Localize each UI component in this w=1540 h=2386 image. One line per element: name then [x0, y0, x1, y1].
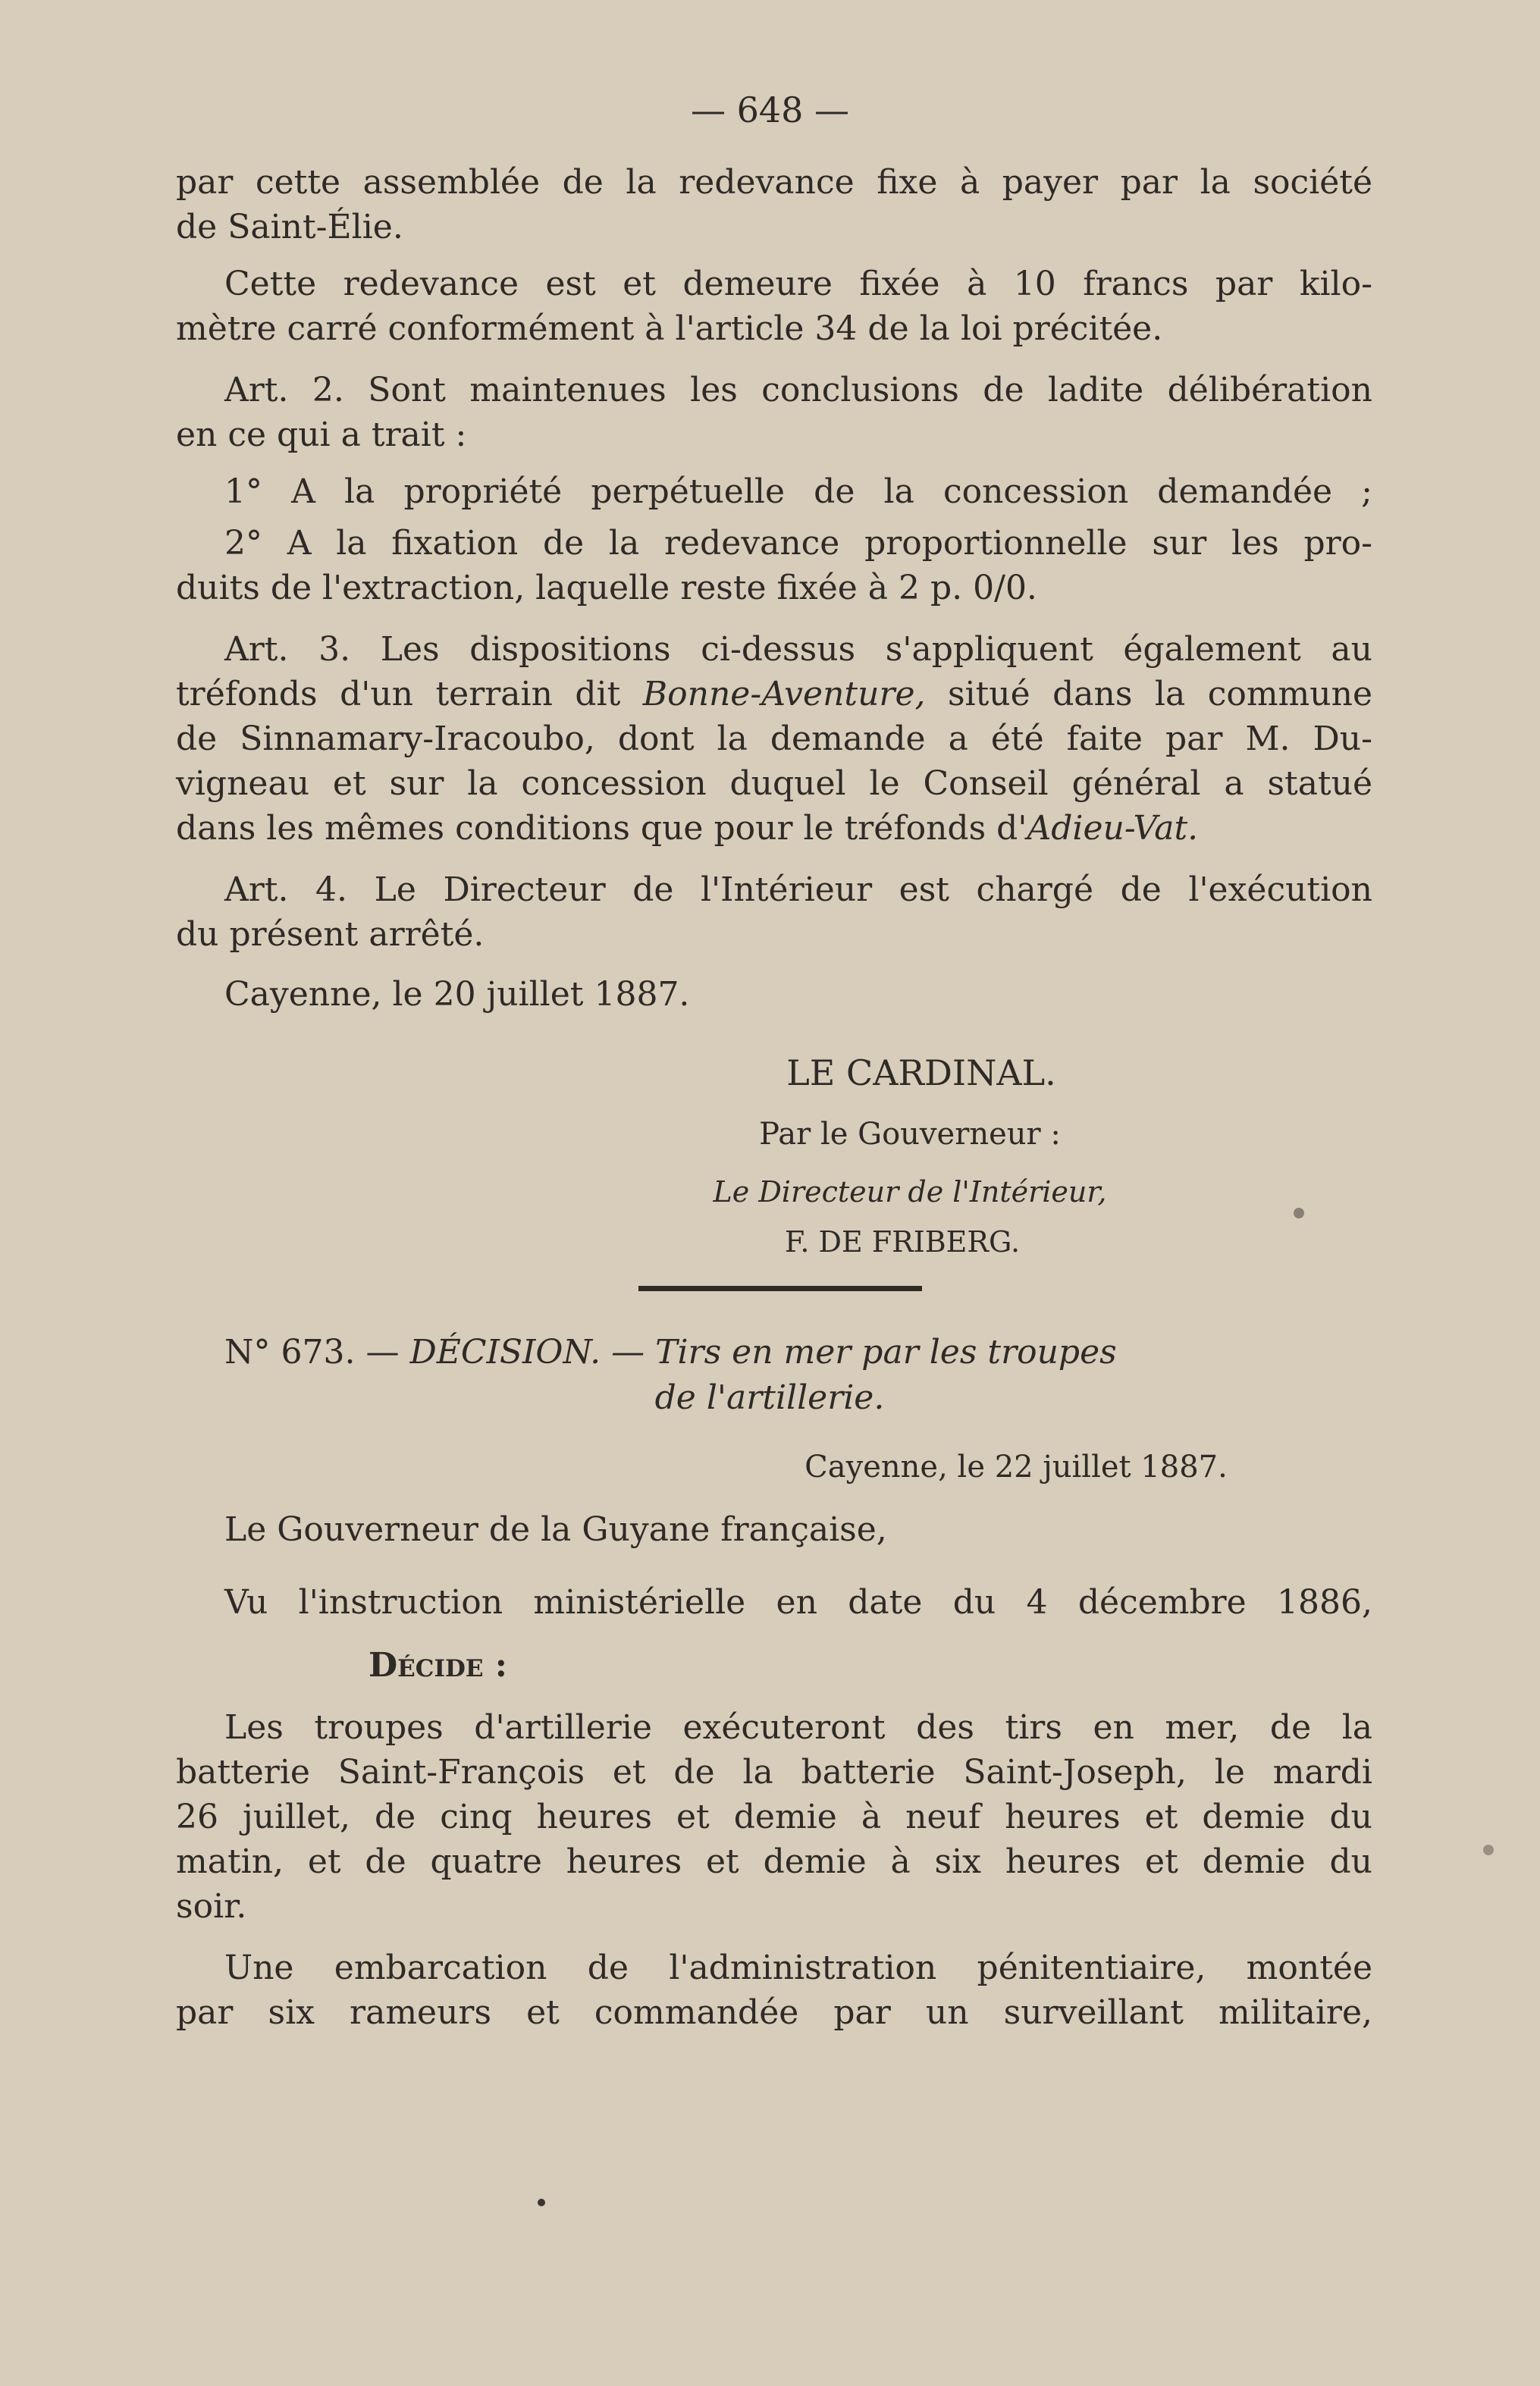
ink-speck	[538, 2199, 545, 2206]
text-line: de Saint-Élie.	[176, 208, 403, 246]
decision-date: Cayenne, le 22 juillet 1887.	[805, 1450, 1228, 1485]
text-line: 26 juillet, de cinq heures et demie à neuf heures et demie du	[176, 1798, 1372, 1836]
page-number: — 648 —	[690, 89, 850, 130]
text-span: situé dans la commune	[925, 675, 1372, 713]
text-line: par cette assemblée de la redevance fixe à payer par la société	[176, 163, 1372, 202]
text-line: Cette redevance est et demeure fixée à 10 francs par kilo-	[224, 265, 1372, 303]
decision-title	[224, 1331, 1372, 1375]
ink-speck	[1483, 1845, 1494, 1855]
text-span: tréfonds d'un terrain dit	[176, 675, 643, 713]
signature-par: Par le Gouverneur :	[759, 1117, 1061, 1152]
decision-number: N° 673. —	[224, 1333, 410, 1372]
decision-title-line2	[379, 1376, 1160, 1420]
text-line: Les troupes d'artillerie exécuteront des tirs en mer, de la	[224, 1708, 1372, 1747]
governor-line: Le Gouverneur de la Guyane française,	[224, 1510, 887, 1549]
text-line: du présent arrêté.	[176, 915, 485, 954]
text-line: soir.	[176, 1887, 247, 1926]
decision-label: DÉCISION.	[409, 1333, 601, 1372]
separator-rule	[638, 1286, 922, 1291]
decision-subject-cont: de l'artillerie.	[654, 1378, 885, 1417]
text-line: 1° A la propriété perpétuelle de la concession demandée ;	[224, 472, 1372, 511]
arrete-date: Cayenne, le 20 juillet 1887.	[224, 975, 690, 1014]
text-line: vigneau et sur la concession duquel le Conseil général a statué	[176, 764, 1372, 803]
ink-speck	[1294, 1208, 1304, 1218]
text-line: matin, et de quatre heures et demie à six heures et demie du	[176, 1842, 1372, 1881]
text-line: en ce qui a trait :	[176, 415, 467, 454]
text-line: Art. 2. Sont maintenues les conclusions de ladite délibération	[224, 371, 1372, 409]
text-line: duits de l'extraction, laquelle reste fixée à 2 p. 0/0.	[176, 569, 1037, 607]
signature-role: Le Directeur de l'Intérieur,	[713, 1175, 1107, 1209]
place-name-italic: Bonne-Aventure,	[642, 675, 926, 713]
decision-subject: — Tirs en mer par les troupes	[601, 1333, 1117, 1372]
place-name-italic: Adieu-Vat.	[1027, 809, 1199, 848]
text-line: Art. 4. Le Directeur de l'Intérieur est chargé de l'exécution	[224, 870, 1372, 909]
signature-name: LE CARDINAL.	[786, 1052, 1056, 1093]
signature-signer: F. DE FRIBERG.	[784, 1225, 1021, 1259]
text-line: par six rameurs et commandée par un surveillant militaire,	[176, 1993, 1372, 2032]
text-line: Art. 3. Les dispositions ci-dessus s'appliquent également au	[224, 630, 1372, 669]
text-line: de Sinnamary-Iracoubo, dont la demande a été faite par M. Du-	[176, 720, 1372, 758]
text-span: dans les mêmes conditions que pour le tréfonds d'	[176, 809, 1027, 848]
text-line	[176, 673, 1372, 716]
decide-heading: Décide :	[369, 1646, 508, 1685]
vu-line: Vu l'instruction ministérielle en date du 4 décembre 1886,	[224, 1583, 1372, 1622]
text-line: Une embarcation de l'administration pénitentiaire, montée	[224, 1949, 1372, 1987]
text-line: 2° A la fixation de la redevance proportionnelle sur les pro-	[224, 524, 1372, 563]
text-line: batterie Saint-François et de la batterie Saint-Joseph, le mardi	[176, 1753, 1372, 1792]
text-line: mètre carré conformément à l'article 34 de la loi précitée.	[176, 309, 1163, 348]
text-line	[176, 807, 1372, 851]
